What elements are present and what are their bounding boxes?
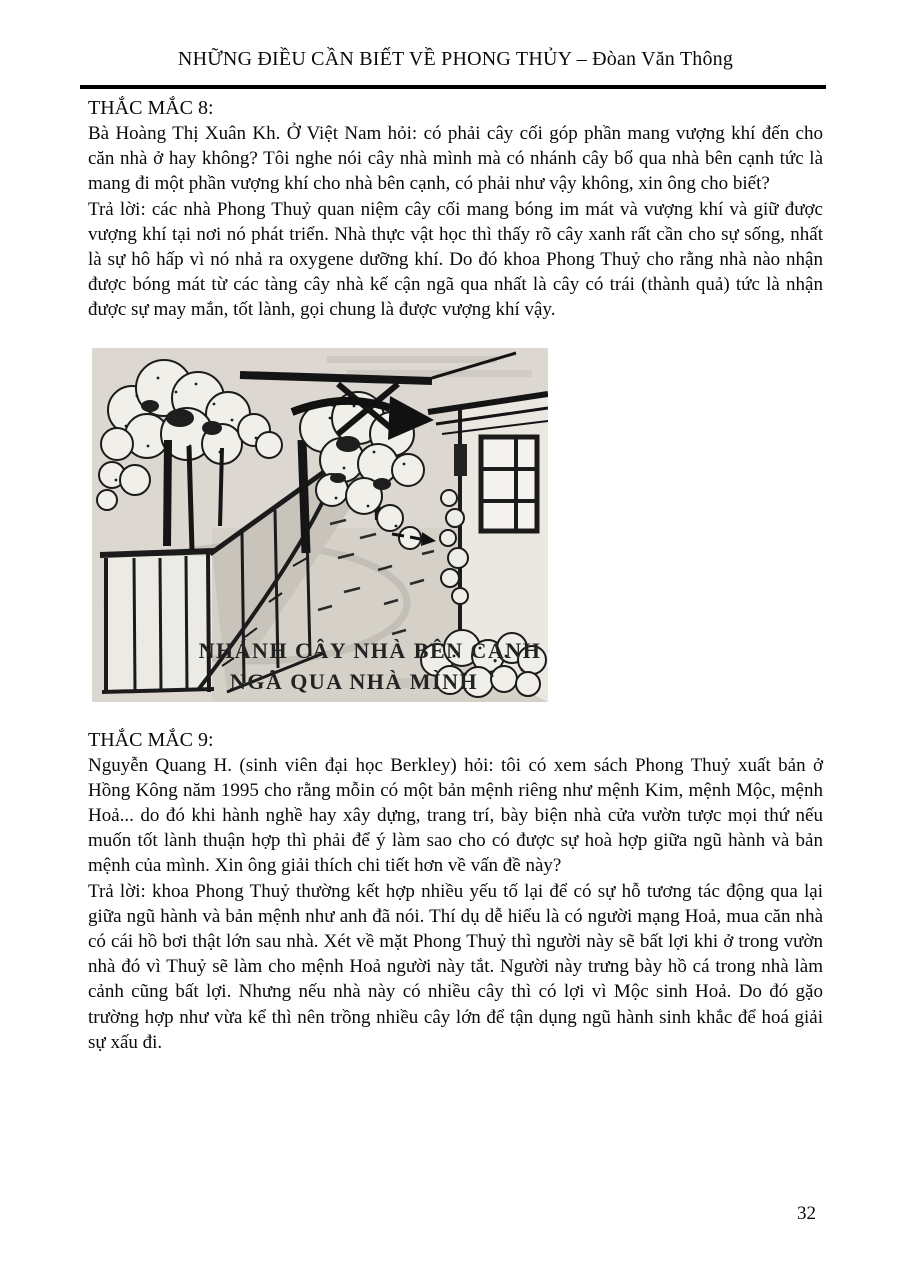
section-8-answer: Trả lời: các nhà Phong Thuỷ quan niệm cây cối mang bóng im mát và vượng khí và giữ được vượng khí tại nơi nó phát triển. Nhà thực vật học thì thấy rõ cây xanh rất cần cho sự sống, nhất là sự hô hấp vì nó nhả ra oxygene dưỡng khí. Do đó khoa Phong Thuỷ cho rằng nhà nào nhận được bóng mát từ các tàng cây nhà kế cận ngã qua nhất là cây có trái (thành quả) tức là nhận được sự may mắn, tốt lành, gọi chung là được vượng khí vậy. xyxy=(88,198,823,321)
page-number: 32 xyxy=(797,1203,816,1224)
window xyxy=(481,437,537,531)
header-rule xyxy=(80,85,826,89)
fence xyxy=(100,551,214,692)
feng-shui-illustration xyxy=(92,348,548,702)
illustration-svg xyxy=(92,348,548,702)
page-title: NHỮNG ĐIỀU CẦN BIẾT VỀ PHONG THỦY – Đòan Văn Thông xyxy=(177,48,734,70)
section-8-heading: THẮC MẮC 8: xyxy=(88,97,214,119)
caption-line-1: NHÁNH CÂY NHÀ BÊN CẠNH xyxy=(198,637,542,663)
caption-line-2: NGÃ QUA NHÀ MÌNH xyxy=(229,668,479,694)
section-9-heading: THẮC MẮC 9: xyxy=(88,728,214,751)
section-9-answer: Trả lời: khoa Phong Thuỷ thường kết hợp nhiều yếu tố lại để có sự hỗ tương tác động qua lại giữa ngũ hành và bản mệnh như anh đã nói. Thí dụ dễ hiểu là có người mạng Hoả, mua căn nhà có cái hồ bơi thật lớn sau nhà. Xét về mặt Phong Thuỷ thì người này sẽ bất lợi khi ở trong vườn nhà đó vì Thuỷ sẽ làm cho mệnh Hoả người này tắt. Người này trưng bày hồ cá trong nhà làm cảnh cũng bất lợi. Nhưng nếu nhà này có nhiều cây thì có lợi vì Mộc sinh Hoả. Do đó gặo trường hợp như vừa kể thì nên trồng nhiều cây lớn để tận dụng ngũ hành sinh khắc để hoá giải sự xấu đi. xyxy=(88,880,823,1053)
section-8-question: Bà Hoàng Thị Xuân Kh. Ở Việt Nam hỏi: có phải cây cối góp phần mang vượng khí đến cho căn nhà ở hay không? Tôi nghe nói cây nhà mình mà có nhánh cây bổ qua nhà bên cạnh tức là mang đi một phần vượng khí cho nhà bên cạnh, có phải như vậy không, xin ông cho biết? xyxy=(88,123,823,195)
section-9-question: Nguyễn Quang H. (sinh viên đại học Berkley) hỏi: tôi có xem sách Phong Thuỷ xuất bản ở Hồng Kông năm 1995 cho rằng mỗin có một bản mệnh riêng như mệnh Kim, mệnh Mộc, mệnh Hoả... do đó khi hành nghề hay xây dựng, trang trí, bày biện nhà cửa vườn tược mọi thứ nếu muốn tốt lành thuận hợp thì phải để ý làm sao cho có được sự hoà hợp giữa ngũ hành và bản mệnh của mình. Xin ông giải thích chi tiết hơn về vấn đề này? xyxy=(88,754,823,877)
